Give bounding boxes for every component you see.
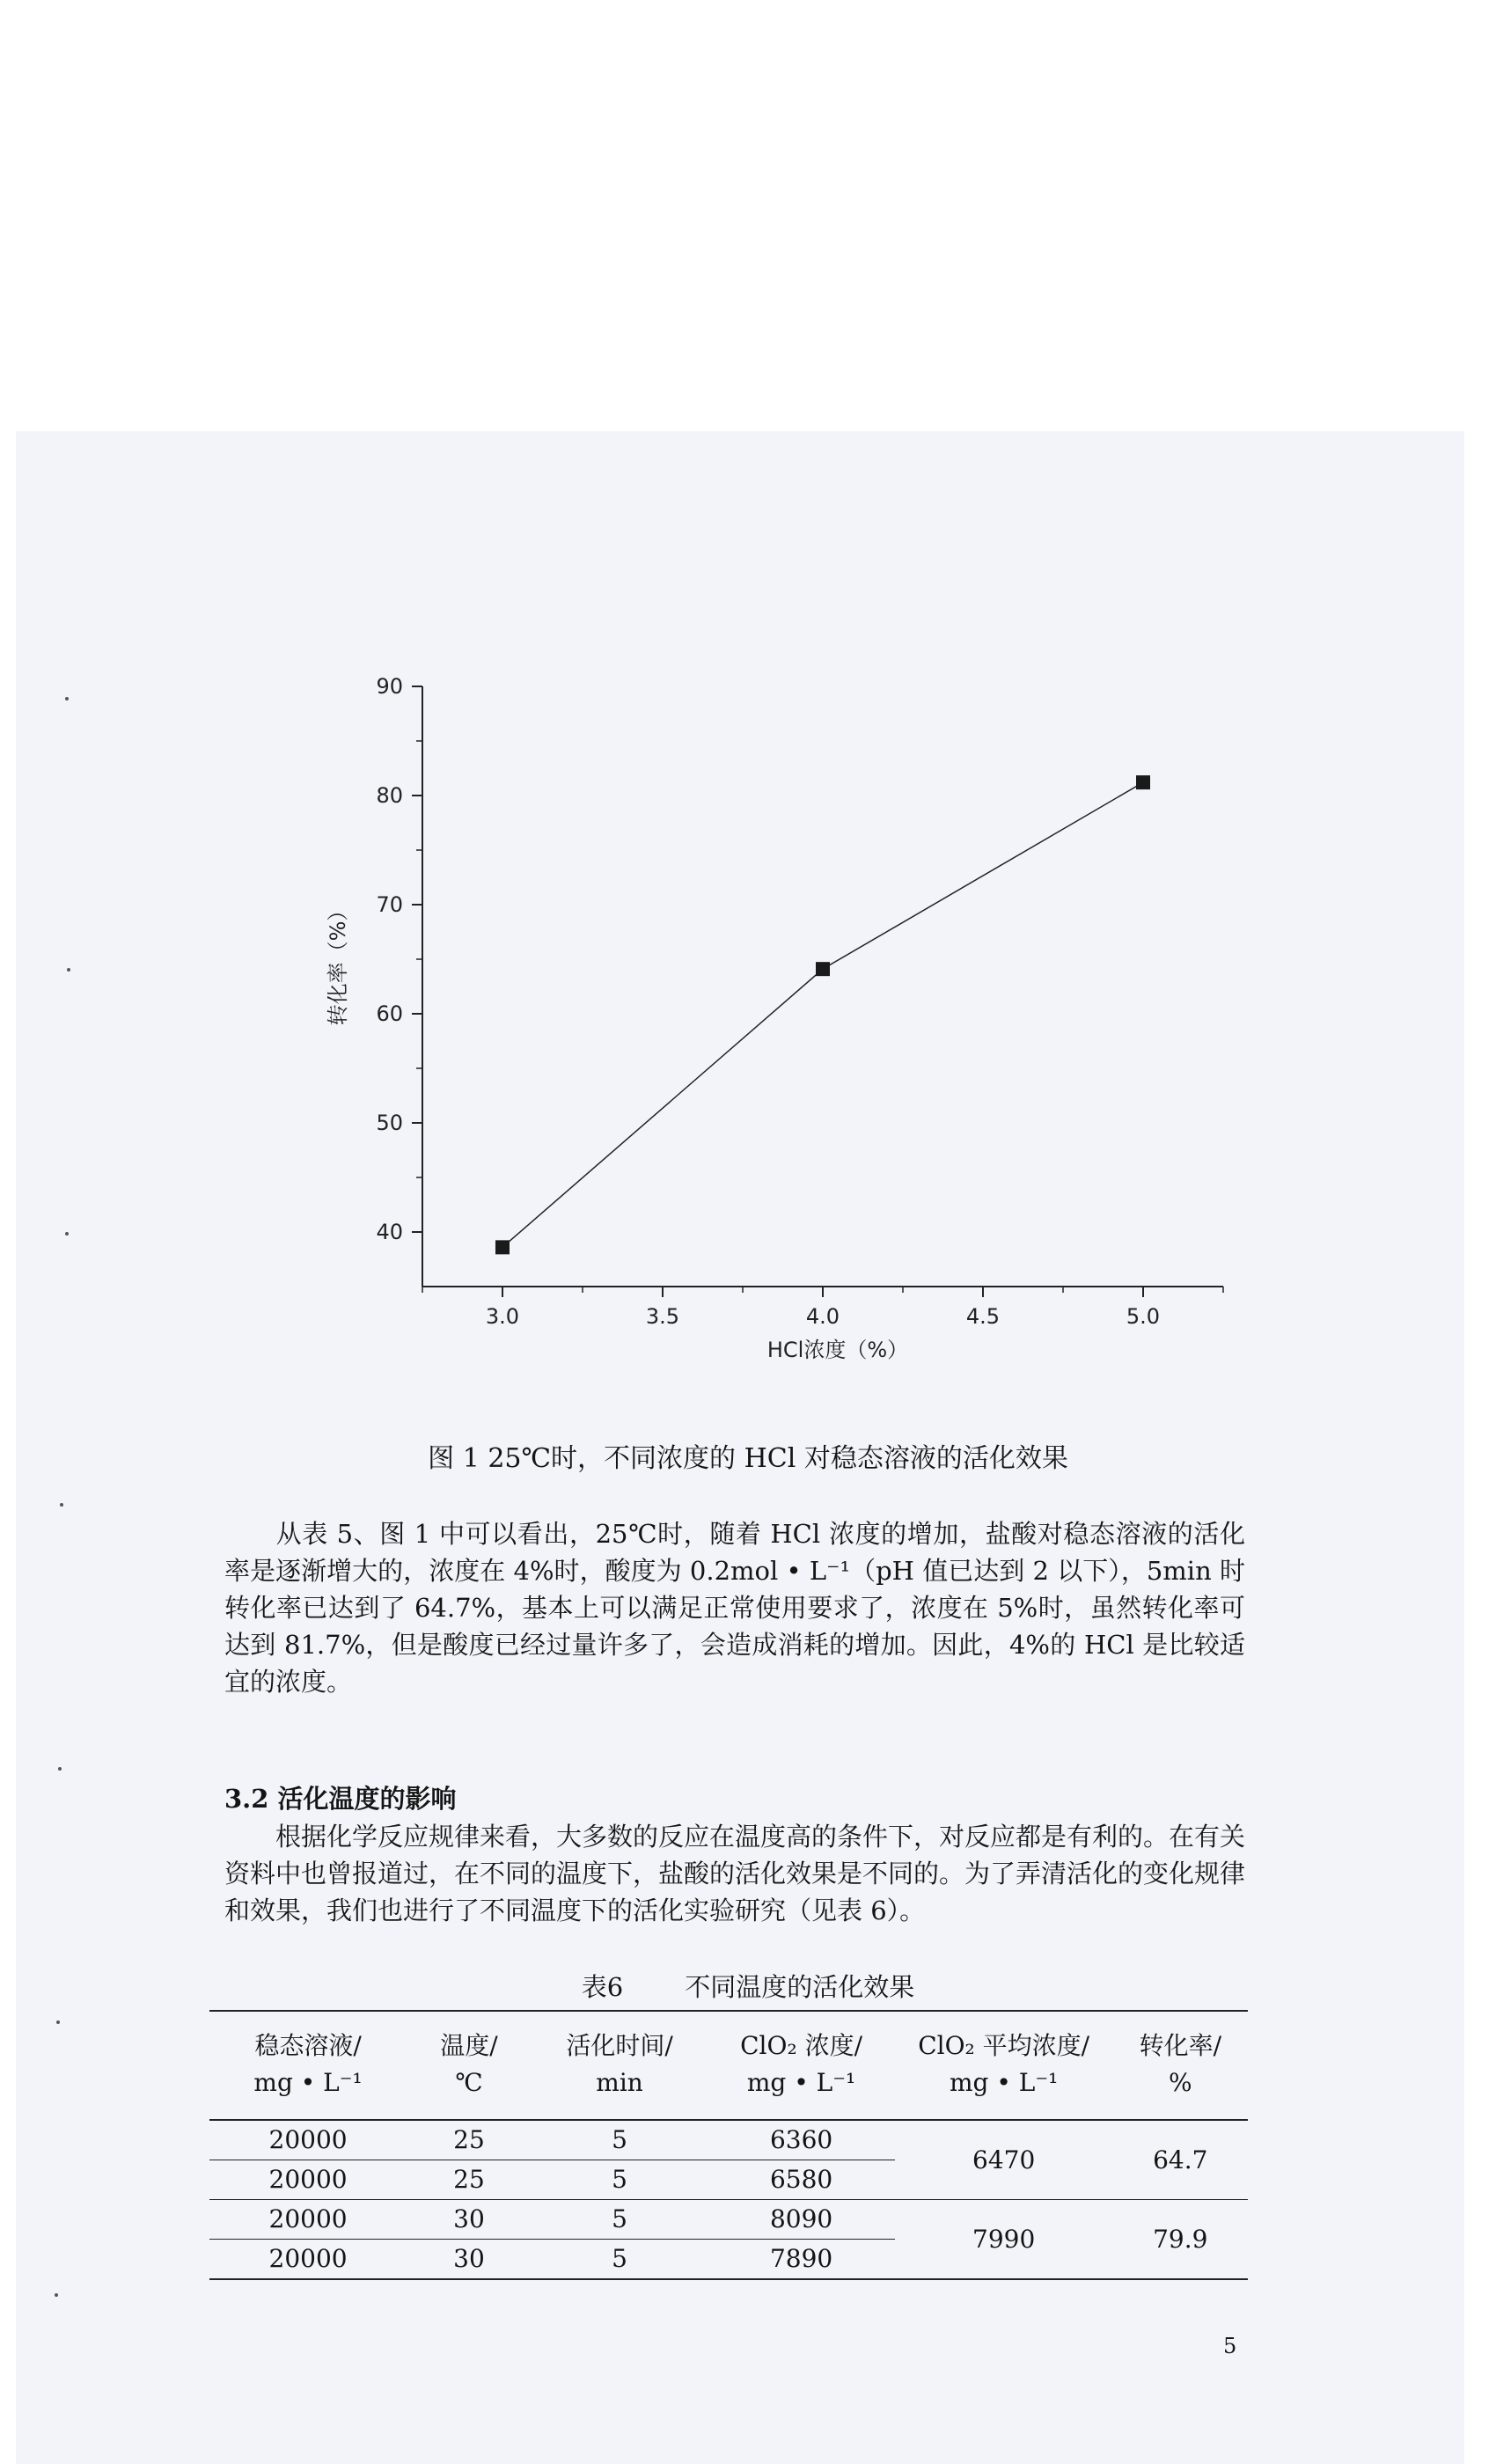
- header-cell: ClO₂ 平均浓度/ mg • L⁻¹: [918, 2031, 1090, 2097]
- table-cell: 30: [453, 2204, 485, 2233]
- data-table: [209, 2010, 1248, 2280]
- y-tick-label: 80: [376, 783, 403, 808]
- table-cell: 5: [612, 2125, 627, 2154]
- figure-caption: 图 1 25℃时，不同浓度的 HCl 对稳态溶液的活化效果: [428, 1443, 1068, 1474]
- header-cell: 转化率/ %: [1139, 2031, 1221, 2097]
- table-caption: 不同温度的活化效果: [685, 1972, 915, 2002]
- scan-speck: [65, 1232, 69, 1236]
- chart-ticks: [376, 674, 1223, 1329]
- y-tick-label: 70: [376, 892, 403, 917]
- series-line: [502, 782, 1143, 1247]
- x-tick-label: 4.5: [965, 1304, 1001, 1329]
- table-cell: 5: [612, 2204, 627, 2233]
- table-header-row: [209, 2011, 1248, 2120]
- scan-speck: [60, 1503, 63, 1507]
- y-axis-label: 转化率（%）: [326, 899, 350, 1026]
- table-label: 表6: [581, 1972, 624, 2002]
- table-cell: 7890: [769, 2244, 833, 2273]
- data-point: [495, 1240, 510, 1254]
- section-paragraph: [224, 1818, 1245, 1929]
- table-cell: 8090: [769, 2204, 833, 2233]
- scan-speck: [65, 697, 69, 700]
- table-row: [209, 2200, 1248, 2240]
- x-tick-label: 5.0: [1126, 1304, 1161, 1329]
- table-cell: 25: [453, 2125, 485, 2154]
- y-tick-label: 90: [376, 674, 403, 699]
- x-axis-label: HCl浓度（%）: [766, 1338, 909, 1362]
- paragraph-1-text: 从表 5、图 1 中可以看出，25℃时，随着 HCl 浓度的增加，盐酸对稳态溶液的活化率是逐渐增大的，浓度在 4%时，酸度为 0.2mol • L⁻¹（pH 值已达到 2 以下），5min 时转化率已达到了 64.7%，基本上可以满足正常使用要求了，浓度在 5%时，虽然转化率可达到 81.7%，但是酸度已经过量许多了，会造成消耗的增加。因此，4%的 HCl 是比较适宜的浓度。: [224, 1519, 1245, 1697]
- line-chart: [282, 651, 1250, 1390]
- table-cell: 30: [453, 2244, 485, 2273]
- table-cell: 20000: [268, 2165, 348, 2194]
- section-paragraph-text: 根据化学反应规律来看，大多数的反应在温度高的条件下，对反应都是有利的。在有关资料中也曾报道过，在不同的温度下，盐酸的活化效果是不同的。为了弄清活化的变化规律和效果，我们也进行了不同温度下的活化实验研究（见表 6）。: [224, 1822, 1246, 1925]
- section-heading: 3.2 活化温度的影响: [224, 1784, 457, 1814]
- header-cell: ClO₂ 浓度/ mg • L⁻¹: [740, 2031, 863, 2097]
- table-cell-average: 6470: [972, 2145, 1036, 2174]
- table-cell-average: 7990: [972, 2224, 1036, 2254]
- scan-speck: [58, 1767, 62, 1771]
- chart-axes: [422, 686, 1223, 1287]
- table-cell-rate: 64.7: [1153, 2145, 1208, 2174]
- table-cell: 20000: [268, 2204, 348, 2233]
- table-cell: 5: [612, 2244, 627, 2273]
- table-cell: 5: [612, 2165, 627, 2194]
- table-cell: 20000: [268, 2125, 348, 2154]
- scan-speck: [55, 2293, 58, 2297]
- y-tick-label: 60: [376, 1001, 403, 1026]
- table-title: [0, 1968, 1496, 2004]
- table-row: [209, 2120, 1248, 2160]
- x-tick-label: 3.0: [485, 1304, 520, 1329]
- data-point: [816, 962, 830, 976]
- y-tick-label: 40: [376, 1220, 403, 1244]
- x-tick-label: 4.0: [805, 1304, 840, 1329]
- header-cell: 稳态溶液/ mg • L⁻¹: [253, 2031, 363, 2097]
- header-cell: 温度/ ℃: [440, 2031, 498, 2097]
- scan-speck: [56, 2020, 60, 2024]
- table-cell-rate: 79.9: [1153, 2224, 1208, 2254]
- x-tick-label: 3.5: [645, 1304, 680, 1329]
- chart-series: [495, 775, 1150, 1254]
- page-number: 5: [1223, 2334, 1237, 2358]
- paragraph-1: [224, 1515, 1245, 1700]
- header-cell: 活化时间/ min: [566, 2031, 673, 2097]
- data-point: [1136, 775, 1150, 789]
- table-cell: 6360: [769, 2125, 833, 2154]
- table-cell: 20000: [268, 2244, 348, 2273]
- table-cell: 25: [453, 2165, 485, 2194]
- table-cell: 6580: [769, 2165, 833, 2194]
- scan-speck: [67, 968, 70, 972]
- y-tick-label: 50: [376, 1111, 403, 1135]
